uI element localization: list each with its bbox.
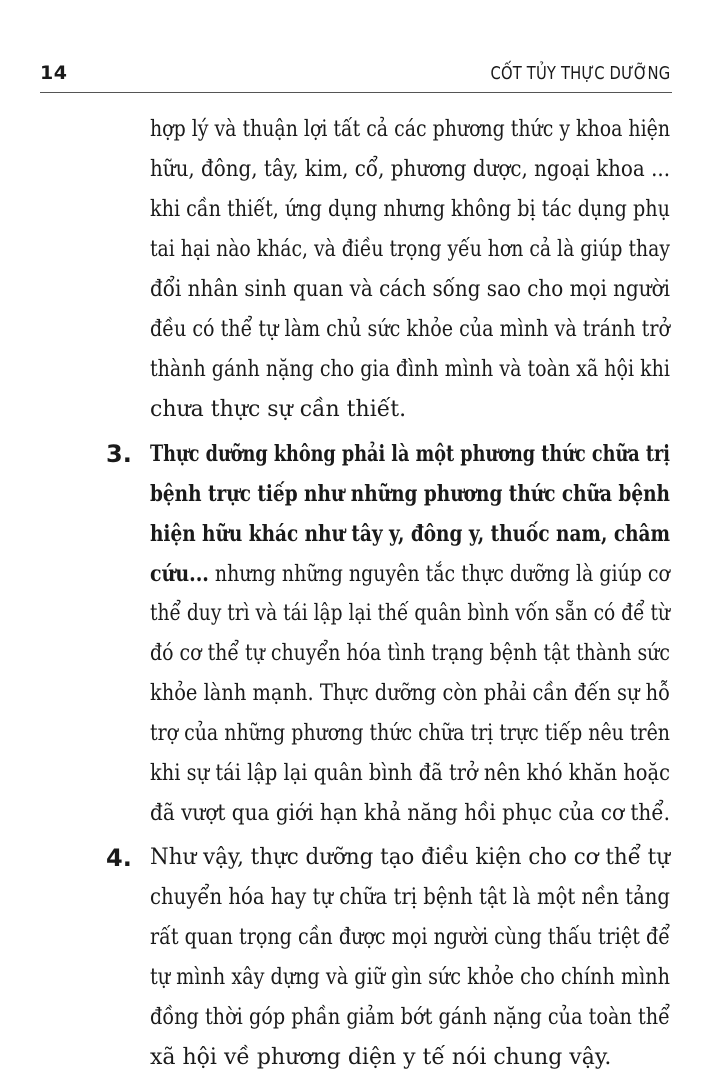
continuation-paragraph (150, 110, 670, 430)
text-line: trợ của những phương thức chữa trị trực tiếp nêu trên (150, 721, 670, 746)
bold-line: bệnh trực tiếp như những phương thức chữa bệnh (150, 481, 670, 507)
item-number: 3. (106, 440, 132, 468)
page-header (40, 62, 672, 92)
text-line: hợp lý và thuận lợi tất cả các phương thức y khoa hiện (150, 117, 671, 142)
page-number: 14 (40, 62, 68, 84)
body-text (106, 110, 671, 1078)
item-number: 4. (106, 844, 132, 872)
text-line: thể duy trì và tái lập lại thế quân bình vốn sẵn có để từ (150, 601, 671, 626)
mixed-line (150, 554, 670, 594)
text-line: đã vượt qua giới hạn khả năng hồi phục của cơ thể. (150, 801, 671, 826)
bold-line: hiện hữu khác như tây y, đông y, thuốc nam, châm (150, 521, 671, 547)
bold-tail: cứu... (150, 561, 209, 587)
tail-rest: nhưng những nguyên tắc thực dưỡng là giúp cơ (208, 562, 670, 587)
text-line: chưa thực sự cần thiết. (150, 397, 407, 422)
header-rule (40, 92, 672, 93)
text-line: rất quan trọng cần được mọi người cùng thấu triệt để (150, 925, 671, 950)
text-line: tai hại nào khác, và điều trọng yếu hơn cả là giúp thay (150, 237, 670, 262)
text-line: đó cơ thể tự chuyển hóa tình trạng bệnh tật thành sức (150, 641, 670, 666)
text-line: khi sự tái lập lại quân bình đã trở nên khó khăn hoặc (150, 761, 670, 786)
text-line: Như vậy, thực dưỡng tạo điều kiện cho cơ thể tự (150, 845, 671, 870)
running-title: CỐT TỦY THỰC DƯỠNG (490, 63, 670, 84)
text-line: khi cần thiết, ứng dụng nhưng không bị tác dụng phụ (150, 197, 670, 222)
bold-line: Thực dưỡng không phải là một phương thức chữa trị (150, 441, 670, 467)
text-line: thành gánh nặng cho gia đình mình và toàn xã hội khi (150, 357, 670, 382)
text-line: đều có thể tự làm chủ sức khỏe của mình và tránh trở (150, 317, 670, 342)
text-line: hữu, đông, tây, kim, cổ, phương dược, ngoại khoa ... (150, 157, 671, 182)
list-item-4 (106, 838, 671, 1078)
text-line: đổi nhân sinh quan và cách sống sao cho mọi người (150, 277, 670, 302)
list-item-3 (106, 434, 671, 834)
text-line: khỏe lành mạnh. Thực dưỡng còn phải cần đến sự hỗ (150, 681, 671, 706)
text-line: chuyển hóa hay tự chữa trị bệnh tật là một nền tảng (150, 885, 670, 910)
text-line: đồng thời góp phần giảm bớt gánh nặng của toàn thể (150, 1005, 670, 1030)
text-line: tự mình xây dựng và giữ gìn sức khỏe cho chính mình (150, 965, 671, 990)
text-line: xã hội về phương diện y tế nói chung vậy. (150, 1045, 612, 1070)
